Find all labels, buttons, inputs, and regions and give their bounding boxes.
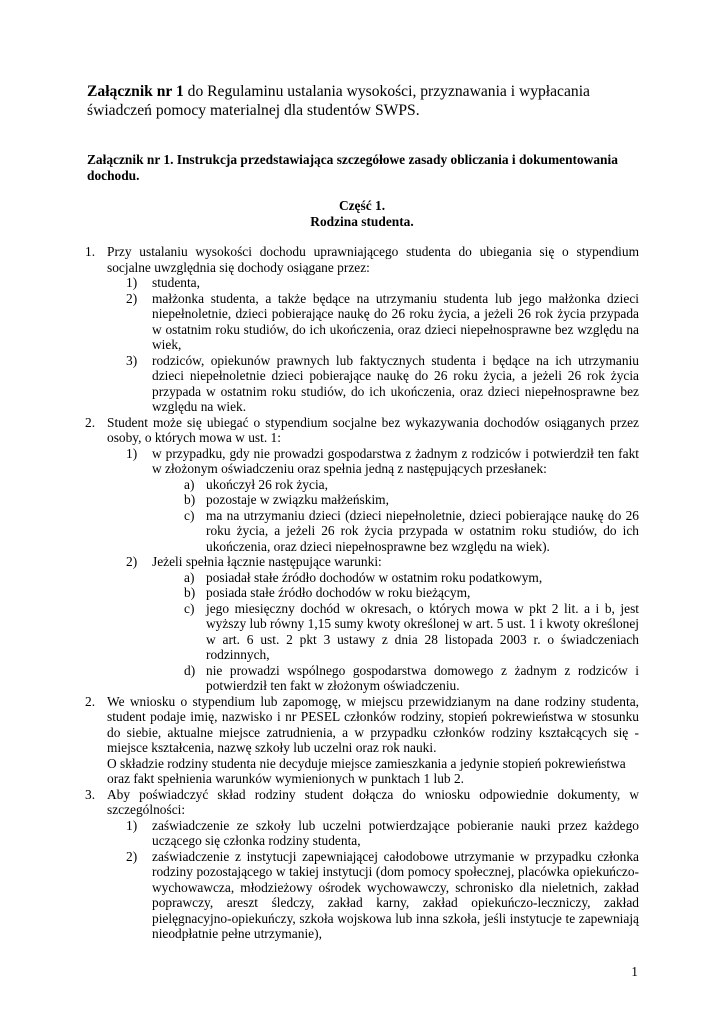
list-item-text: w przypadku, gdy nie prowadzi gospodarstwa z żadnym z rodziców i potwierdził ten fakt w złożonym oświadczeniu oraz spełnia jedną z następujących przesłanek: <box>152 445 639 476</box>
list-item-number: d) <box>184 662 196 678</box>
list-item <box>184 476 639 493</box>
document-body <box>0 244 724 942</box>
list-item-number: 3. <box>85 786 96 802</box>
list-item-number: 3) <box>126 352 138 368</box>
list-item-number: 2. <box>85 414 96 430</box>
list-item <box>126 817 639 849</box>
list-item <box>184 585 639 601</box>
section-number: Część 1. <box>338 198 386 213</box>
list-item <box>184 600 639 663</box>
list-item-number: 2) <box>126 554 138 569</box>
page-number: 1 <box>631 964 638 979</box>
list-item-number: 1) <box>126 817 138 833</box>
list-item <box>85 414 639 446</box>
list-item-number: 1) <box>126 275 138 290</box>
list-item <box>184 507 639 555</box>
header-title-rest: do Regulaminu ustalania wysokości, przyznawania i wypłacania świadczeń pomocy materialnej dla studentów SWPS. <box>87 83 590 119</box>
list-item <box>85 786 639 818</box>
document-header <box>87 82 639 120</box>
list-item <box>126 352 639 415</box>
list-item-text: rodziców, opiekunów prawnych lub faktycznych studenta i będące na ich utrzymaniu dzieci niepełnoletnie dzieci pobierające naukę do 26 roku życia, a jeżeli 26 rok życia przypada w ostatnim roku studiów, do ich ukończenia, oraz dzieci niepełnosprawne bez względu na wiek. <box>152 352 639 414</box>
list-item-text: zaświadczenie ze szkoły lub uczelni potwierdzające pobieranie nauki przez każdego uczącego się członka rodziny studenta, <box>152 817 639 848</box>
list-item-text: ma na utrzymaniu dzieci (dzieci niepełnoletnie, dzieci pobierające naukę do 26 roku życia, a jeżeli 26 rok życia przypada w ostatnim roku studiów, do ich ukończenia, oraz dzieci niepełnosprawne bez względu na wiek). <box>206 507 639 554</box>
list-item <box>126 445 639 477</box>
list-item-text: posiada stałe źródło dochodów w roku bieżącym, <box>206 585 471 600</box>
list-item-number: 1) <box>126 445 138 461</box>
document-subtitle: Załącznik nr 1. Instrukcja przedstawiająca szczegółowe zasady obliczania i dokumentowania dochodu. <box>87 152 618 183</box>
section-title: Rodzina studenta. <box>310 214 414 229</box>
list-item <box>126 848 639 942</box>
section-heading <box>0 198 724 230</box>
list-item <box>126 275 639 291</box>
list-item-text: małżonka studenta, a także będące na utrzymaniu studenta lub jego małżonka dzieci niepełnoletnie, dzieci pobierające naukę do 26 roku życia, a jeżeli 26 rok życia przypada w ostatnim roku studiów, do ich ukończenia, oraz dzieci niepełnosprawne bez względu na wiek, <box>152 290 639 352</box>
list-item-text: zaświadczenie z instytucji zapewniającej całodobowe utrzymanie w przypadku członka rodziny pozostającego w takiej instytucji (dom pomocy społecznej, placówka opiekuńczo-wychowawcza, młodzieżowy ośrodek wychowawczy, schronisko dla nieletnich, zakład poprawczy, areszt śledczy, zakład karny, zakład opiekuńczo-leczniczy, zakład pielęgnacyjno-opiekuńczy, szkoła wojskowa lub inna szkoła, jeśli instytucje te zapewniają nieodpłatnie pełne utrzymanie), <box>152 848 639 941</box>
list-item-number: 2. <box>85 693 96 709</box>
list-item-number: b) <box>184 585 196 600</box>
list-item-number: 2) <box>126 848 138 864</box>
list-item <box>184 662 639 694</box>
list-item-number: c) <box>184 600 195 616</box>
list-item-number: 1. <box>85 244 96 259</box>
list-item <box>126 290 639 353</box>
list-item-number: c) <box>184 507 195 523</box>
list-item-number: b) <box>184 492 196 507</box>
list-item <box>184 569 639 586</box>
list-item-text: posiadał stałe źródło dochodów w ostatnim roku podatkowym, <box>206 569 543 585</box>
list-item <box>184 492 639 508</box>
list-item-text: Jeżeli spełnia łącznie następujące warunki: <box>152 554 382 569</box>
list-item-text: Przy ustalaniu wysokości dochodu uprawniającego studenta do ubiegania się o stypendium socjalne uwzględnia się dochody osiągane przez: <box>107 244 639 275</box>
list-item-text: studenta, <box>152 275 200 290</box>
header-title-bold: Załącznik nr 1 <box>87 83 184 100</box>
list-item-text: nie prowadzi wspólnego gospodarstwa domowego z żadnym z rodziców i potwierdził ten fakt w złożonym oświadczeniu. <box>206 662 639 693</box>
list-item-text: Student może się ubiegać o stypendium socjalne bez wykazywania dochodów osiąganych przez osoby, o których mowa w ust. 1: <box>107 414 639 445</box>
list-item-text: jego miesięczny dochód w okresach, o których mowa w pkt 2 lit. a i b, jest wyższy lub równy 1,15 sumy kwoty określonej w art. 5 ust. 1 i kwoty określonej w art. 6 ust. 2 pkt 3 ustawy z dnia 28 listopada 2003 r. o świadczeniach rodzinnych, <box>206 600 639 662</box>
list-item-number: a) <box>184 476 195 492</box>
list-item-number: a) <box>184 569 195 585</box>
list-item-number: 2) <box>126 290 138 306</box>
list-item-text: ukończył 26 rok życia, <box>206 476 328 492</box>
list-continuation: O składzie rodziny studenta nie decyduje miejsce zamieszkania a jedynie stopień pokrewieństwa oraz fakt spełnienia warunków wymienionych w punktach 1 lub 2. <box>107 755 626 786</box>
list-item <box>85 244 639 275</box>
list-item <box>126 554 639 570</box>
list-item-text: We wniosku o stypendium lub zapomogę, w miejscu przewidzianym na dane rodziny studenta, student podaje imię, nazwisko i nr PESEL członków rodziny, stopień pokrewieństwa w stosunku do siebie, aktualne miejsce zatrudnienia, a w przypadku członków rodziny kształcących się - miejsce kształcenia, nazwę szkoły lub uczelni oraz rok nauki. <box>107 693 639 755</box>
list-item-text: Aby poświadczyć skład rodziny student dołącza do wniosku odpowiednie dokumenty, w szczególności: <box>107 786 639 817</box>
list-item-text: pozostaje w związku małżeńskim, <box>206 492 389 507</box>
list-item <box>85 693 639 756</box>
